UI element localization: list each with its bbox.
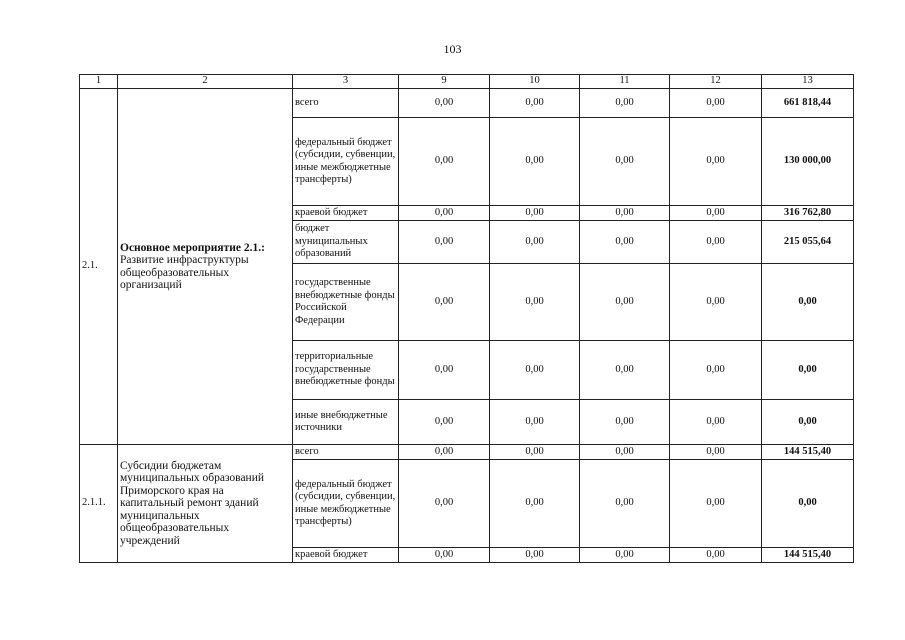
- funding-source: территориальные государственные внебюджетные фонды: [293, 341, 399, 400]
- funding-source: всего: [293, 89, 399, 118]
- value-col-13: 661 818,44: [762, 89, 854, 118]
- funding-source: краевой бюджет: [293, 206, 399, 221]
- value-col-12: 0,00: [670, 264, 762, 341]
- funding-source: бюджет муниципальных образований: [293, 221, 399, 264]
- value-col-11: 0,00: [580, 341, 670, 400]
- value-col-10: 0,00: [490, 89, 580, 118]
- value-col-12: 0,00: [670, 460, 762, 548]
- value-col-12: 0,00: [670, 118, 762, 206]
- value-col-9: 0,00: [399, 264, 490, 341]
- column-header: 13: [762, 75, 854, 89]
- value-col-9: 0,00: [399, 548, 490, 563]
- table-row: [80, 89, 854, 118]
- value-col-11: 0,00: [580, 400, 670, 445]
- column-header: 9: [399, 75, 490, 89]
- value-col-13: 130 000,00: [762, 118, 854, 206]
- column-header: 1: [80, 75, 118, 89]
- value-col-10: 0,00: [490, 341, 580, 400]
- value-col-10: 0,00: [490, 548, 580, 563]
- column-header: 10: [490, 75, 580, 89]
- value-col-11: 0,00: [580, 548, 670, 563]
- funding-source: федеральный бюджет (субсидии, субвенции, иные межбюджетные трансферты): [293, 460, 399, 548]
- value-col-13: 144 515,40: [762, 445, 854, 460]
- funding-source: государственные внебюджетные фонды Российской Федерации: [293, 264, 399, 341]
- measure-description: Развитие инфраструктуры общеобразовательных организаций: [120, 254, 249, 291]
- value-col-13: 0,00: [762, 341, 854, 400]
- value-col-9: 0,00: [399, 445, 490, 460]
- value-col-12: 0,00: [670, 400, 762, 445]
- value-col-10: 0,00: [490, 264, 580, 341]
- column-header: 11: [580, 75, 670, 89]
- page-number: 103: [443, 42, 462, 56]
- value-col-9: 0,00: [399, 460, 490, 548]
- value-col-11: 0,00: [580, 89, 670, 118]
- measure-name-cell: [118, 89, 293, 445]
- value-col-11: 0,00: [580, 206, 670, 221]
- value-col-11: 0,00: [580, 445, 670, 460]
- value-col-10: 0,00: [490, 445, 580, 460]
- measure-title: Основное мероприятие 2.1.:: [120, 241, 265, 254]
- header-row: [80, 75, 854, 89]
- value-col-9: 0,00: [399, 221, 490, 264]
- value-col-12: 0,00: [670, 89, 762, 118]
- budget-table: [79, 74, 854, 563]
- value-col-11: 0,00: [580, 264, 670, 341]
- value-col-13: 144 515,40: [762, 548, 854, 563]
- value-col-9: 0,00: [399, 341, 490, 400]
- column-header: 2: [118, 75, 293, 89]
- value-col-9: 0,00: [399, 400, 490, 445]
- value-col-11: 0,00: [580, 118, 670, 206]
- column-header: 3: [293, 75, 399, 89]
- value-col-10: 0,00: [490, 206, 580, 221]
- value-col-10: 0,00: [490, 460, 580, 548]
- funding-source: краевой бюджет: [293, 548, 399, 563]
- value-col-10: 0,00: [490, 118, 580, 206]
- value-col-10: 0,00: [490, 221, 580, 264]
- value-col-10: 0,00: [490, 400, 580, 445]
- value-col-12: 0,00: [670, 341, 762, 400]
- column-header: 12: [670, 75, 762, 89]
- value-col-11: 0,00: [580, 221, 670, 264]
- row-code: 2.1.1.: [80, 445, 118, 563]
- value-col-12: 0,00: [670, 548, 762, 563]
- value-col-12: 0,00: [670, 206, 762, 221]
- table-row: [80, 445, 854, 460]
- funding-source: федеральный бюджет (субсидии, субвенции, иные межбюджетные трансферты): [293, 118, 399, 206]
- row-code: 2.1.: [80, 89, 118, 445]
- value-col-11: 0,00: [580, 460, 670, 548]
- funding-source: иные внебюджетные источники: [293, 400, 399, 445]
- value-col-12: 0,00: [670, 221, 762, 264]
- value-col-13: 0,00: [762, 400, 854, 445]
- value-col-9: 0,00: [399, 206, 490, 221]
- value-col-9: 0,00: [399, 118, 490, 206]
- measure-name: Субсидии бюджетам муниципальных образований Приморского края на капитальный ремонт зданий муниципальных общеобразовательных учреждений: [118, 445, 293, 563]
- funding-source: всего: [293, 445, 399, 460]
- value-col-13: 0,00: [762, 264, 854, 341]
- value-col-9: 0,00: [399, 89, 490, 118]
- value-col-13: 316 762,80: [762, 206, 854, 221]
- value-col-13: 215 055,64: [762, 221, 854, 264]
- value-col-13: 0,00: [762, 460, 854, 548]
- value-col-12: 0,00: [670, 445, 762, 460]
